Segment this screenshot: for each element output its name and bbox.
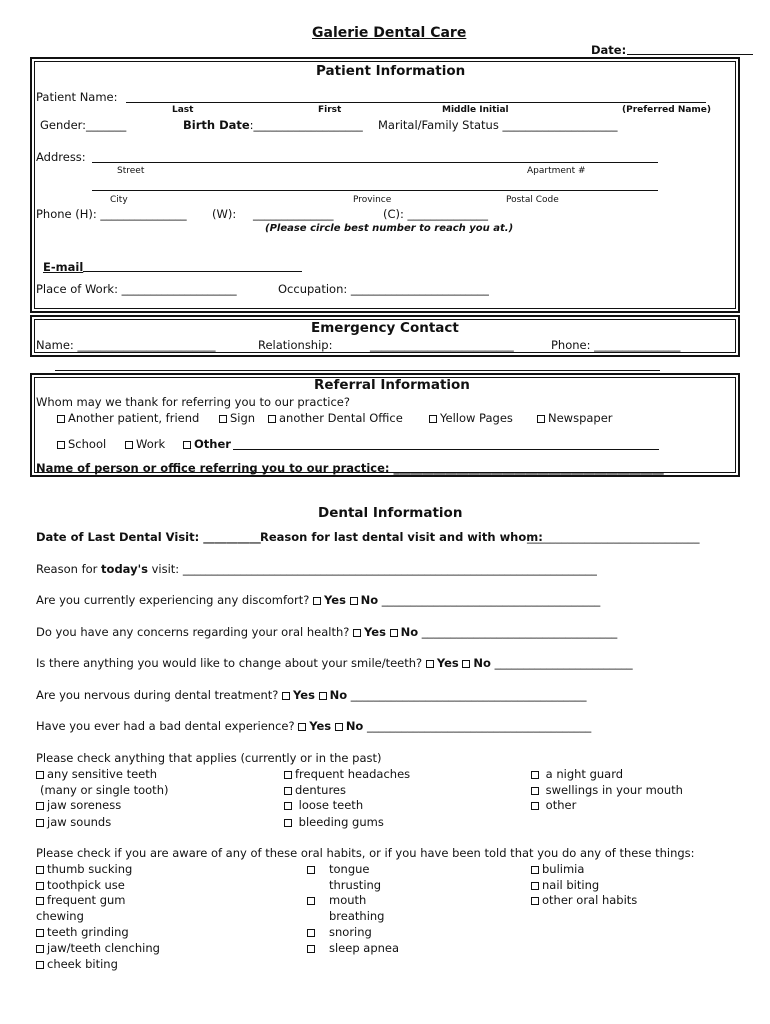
date-label: Date:: [591, 43, 627, 57]
sub-first: First: [318, 105, 342, 115]
address-label: Address:: [36, 150, 86, 164]
checkbox-icon: [335, 723, 343, 731]
habit-mouth-breathing[interactable]: [307, 893, 318, 907]
checkbox-icon: [36, 866, 44, 874]
checkbox-icon: [531, 771, 539, 779]
checkbox-icon: [183, 441, 191, 449]
reason-last-field[interactable]: ______________________________: [527, 530, 700, 544]
habit-toothpick[interactable]: toothpick use: [36, 878, 125, 892]
checkbox-icon: [531, 882, 539, 890]
habit-mouth-label: mouth: [329, 893, 367, 907]
habits-intro: Please check if you are aware of any of these oral habits, or if you have been told that you do any of these things:: [36, 846, 695, 860]
patient-name-label: Patient Name:: [36, 90, 118, 104]
date-field[interactable]: [627, 54, 753, 55]
checkbox-icon: [531, 897, 539, 905]
condition-night-guard[interactable]: a night guard: [531, 767, 623, 781]
conditions-intro: Please check anything that applies (currently or in the past): [36, 751, 382, 765]
habit-nail-biting[interactable]: nail biting: [531, 878, 599, 892]
phone-note: (Please circle best number to reach you at.): [265, 223, 514, 234]
checkbox-icon: [426, 660, 434, 668]
checkbox-icon: [531, 787, 539, 795]
referral-other-field[interactable]: [233, 449, 659, 450]
address-street-field[interactable]: [92, 162, 658, 163]
checkbox-icon: [284, 802, 292, 810]
q3-no-option[interactable]: No: [462, 656, 491, 670]
separator-line: [55, 370, 660, 371]
checkbox-icon: [219, 415, 227, 423]
habit-gum-chewing[interactable]: frequent gum: [36, 893, 126, 907]
referral-option-patient[interactable]: Another patient, friend: [57, 411, 199, 425]
referral-question: Whom may we thank for referring you to our practice?: [36, 395, 350, 409]
q1-answer-field[interactable]: ______________________________________: [381, 593, 601, 607]
q2-yes-option[interactable]: Yes: [353, 625, 386, 639]
place-of-work-field[interactable]: Place of Work: ____________________: [36, 282, 237, 296]
phone-home-field[interactable]: Phone (H): _______________: [36, 207, 187, 221]
question-nervous: Are you nervous during dental treatment? Yes No _________________________________________: [36, 688, 587, 702]
condition-sensitive-note: (many or single tooth): [40, 783, 169, 797]
habit-other[interactable]: other oral habits: [531, 893, 637, 907]
checkbox-icon: [284, 787, 292, 795]
checkbox-icon: [268, 415, 276, 423]
checkbox-icon: [36, 819, 44, 827]
checkbox-icon: [36, 802, 44, 810]
q4-yes-option[interactable]: Yes: [282, 688, 315, 702]
referral-name-field[interactable]: Name of person or office referring you to our practice: _______________________________________________: [36, 461, 664, 475]
q2-answer-field[interactable]: __________________________________: [421, 625, 618, 639]
q5-answer-field[interactable]: _______________________________________: [367, 719, 592, 733]
checkbox-icon: [307, 929, 315, 937]
checkbox-icon: [36, 897, 44, 905]
phone-cell-field[interactable]: (C): ______________: [383, 207, 489, 221]
checkbox-icon: [282, 692, 290, 700]
condition-loose-teeth[interactable]: loose teeth: [284, 798, 363, 812]
habit-teeth-grinding[interactable]: teeth grinding: [36, 925, 129, 939]
checkbox-icon: [390, 629, 398, 637]
checkbox-icon: [531, 866, 539, 874]
checkbox-icon: [353, 629, 361, 637]
referral-option-newspaper[interactable]: Newspaper: [537, 411, 613, 425]
checkbox-icon: [36, 961, 44, 969]
dental-info-title: Dental Information: [318, 505, 463, 521]
condition-other[interactable]: other: [531, 798, 576, 812]
habit-mouth-label-cont: breathing: [329, 909, 385, 923]
patient-info-title: Patient Information: [316, 63, 466, 79]
last-visit-field[interactable]: Date of Last Dental Visit: __________: [36, 530, 261, 544]
checkbox-icon: [284, 771, 292, 779]
habit-bulimia[interactable]: bulimia: [531, 862, 584, 876]
checkbox-icon: [36, 929, 44, 937]
condition-headaches[interactable]: frequent headaches: [284, 767, 410, 781]
sub-city: City: [110, 195, 128, 205]
checkbox-icon: [298, 723, 306, 731]
habit-cheek-biting[interactable]: cheek biting: [36, 957, 118, 971]
marital-status-field[interactable]: Marital/Family Status ____________________: [378, 118, 618, 132]
q5-yes-option[interactable]: Yes: [298, 719, 331, 733]
form-title: Galerie Dental Care: [312, 25, 467, 41]
habit-tongue-label-cont: thrusting: [329, 878, 382, 892]
birth-date-field[interactable]: Birth Date:___________________: [183, 118, 363, 132]
q2-no-option[interactable]: No: [390, 625, 419, 639]
emergency-title: Emergency Contact: [311, 320, 459, 336]
sub-postal: Postal Code: [506, 195, 559, 205]
checkbox-icon: [307, 866, 315, 874]
referral-option-yellow-pages[interactable]: Yellow Pages: [429, 411, 513, 425]
question-bad-experience: Have you ever had a bad dental experience? Yes No _______________________________________: [36, 719, 592, 733]
checkbox-icon: [57, 441, 65, 449]
condition-bleeding-gums[interactable]: bleeding gums: [284, 815, 384, 829]
birth-date-label: Birth Date: [183, 118, 250, 132]
emergency-relationship-label: Relationship:: [258, 338, 333, 352]
reason-today-field[interactable]: Reason for today's visit: ________________________________________________________________________: [36, 562, 597, 576]
checkbox-icon: [307, 897, 315, 905]
referral-option-other[interactable]: Other: [183, 437, 231, 451]
checkbox-icon: [319, 692, 327, 700]
address-city-field[interactable]: [92, 190, 658, 191]
habit-tongue-thrusting[interactable]: [307, 862, 318, 876]
checkbox-icon: [36, 771, 44, 779]
q4-answer-field[interactable]: _________________________________________: [350, 688, 587, 702]
email-field[interactable]: [83, 271, 302, 272]
checkbox-icon: [350, 597, 358, 605]
q1-no-option[interactable]: No: [350, 593, 379, 607]
checkbox-icon: [462, 660, 470, 668]
question-change-smile: Is there anything you would like to change about your smile/teeth? Yes No ________________________: [36, 656, 633, 670]
referral-title: Referral Information: [314, 377, 470, 393]
habit-thumb-sucking[interactable]: thumb sucking: [36, 862, 132, 876]
gender-field[interactable]: Gender:_______: [40, 118, 127, 132]
condition-swellings[interactable]: swellings in your mouth: [531, 783, 683, 797]
referral-option-work[interactable]: Work: [125, 437, 165, 451]
condition-dentures[interactable]: dentures: [284, 783, 346, 797]
sub-middle: Middle Initial: [442, 105, 509, 115]
sub-apartment: Apartment #: [527, 166, 586, 176]
emergency-relationship-field[interactable]: _________________________: [370, 338, 514, 352]
sub-province: Province: [353, 195, 392, 205]
referral-option-sign[interactable]: Sign: [219, 411, 255, 425]
habit-snoring-label: snoring: [329, 925, 372, 939]
condition-sensitive-teeth[interactable]: any sensitive teeth: [36, 767, 157, 781]
question-concerns: Do you have any concerns regarding your oral health? Yes No __________________________________: [36, 625, 618, 639]
checkbox-icon: [429, 415, 437, 423]
checkbox-icon: [284, 819, 292, 827]
habit-tongue-label: tongue: [329, 862, 370, 876]
phone-work-label: (W):: [212, 207, 237, 221]
checkbox-icon: [313, 597, 321, 605]
habit-gum-chewing-cont: chewing: [36, 909, 84, 923]
sub-street: Street: [117, 166, 145, 176]
referral-option-dental-office[interactable]: another Dental Office: [268, 411, 403, 425]
reason-last-label: Reason for last dental visit and with whom:: [260, 530, 543, 544]
checkbox-icon: [36, 945, 44, 953]
checkbox-icon: [125, 441, 133, 449]
emergency-name-field[interactable]: Name: ________________________: [36, 338, 216, 352]
occupation-field[interactable]: Occupation: ________________________: [278, 282, 489, 296]
q3-yes-option[interactable]: Yes: [426, 656, 459, 670]
condition-jaw-soreness[interactable]: jaw soreness: [36, 798, 121, 812]
sub-last: Last: [172, 105, 194, 115]
condition-jaw-sounds[interactable]: jaw sounds: [36, 815, 111, 829]
email-label: E-mail: [43, 260, 84, 274]
habit-sleep-apnea-label: sleep apnea: [329, 941, 400, 955]
checkbox-icon: [531, 802, 539, 810]
phone-work-field[interactable]: ______________: [253, 207, 334, 221]
emergency-phone-field[interactable]: Phone: _______________: [551, 338, 681, 352]
patient-name-field[interactable]: [126, 102, 706, 103]
referral-option-school[interactable]: School: [57, 437, 106, 451]
q1-yes-option[interactable]: Yes: [313, 593, 346, 607]
q3-answer-field[interactable]: ________________________: [494, 656, 633, 670]
q5-no-option[interactable]: No: [335, 719, 364, 733]
checkbox-icon: [36, 882, 44, 890]
habit-clenching[interactable]: jaw/teeth clenching: [36, 941, 160, 955]
sub-preferred: (Preferred Name): [622, 105, 712, 115]
checkbox-icon: [57, 415, 65, 423]
checkbox-icon: [537, 415, 545, 423]
habit-sleep-apnea[interactable]: [307, 941, 318, 955]
q4-no-option[interactable]: No: [319, 688, 348, 702]
question-discomfort: Are you currently experiencing any discomfort? Yes No ______________________________________: [36, 593, 601, 607]
habit-snoring[interactable]: [307, 925, 318, 939]
checkbox-icon: [307, 945, 315, 953]
